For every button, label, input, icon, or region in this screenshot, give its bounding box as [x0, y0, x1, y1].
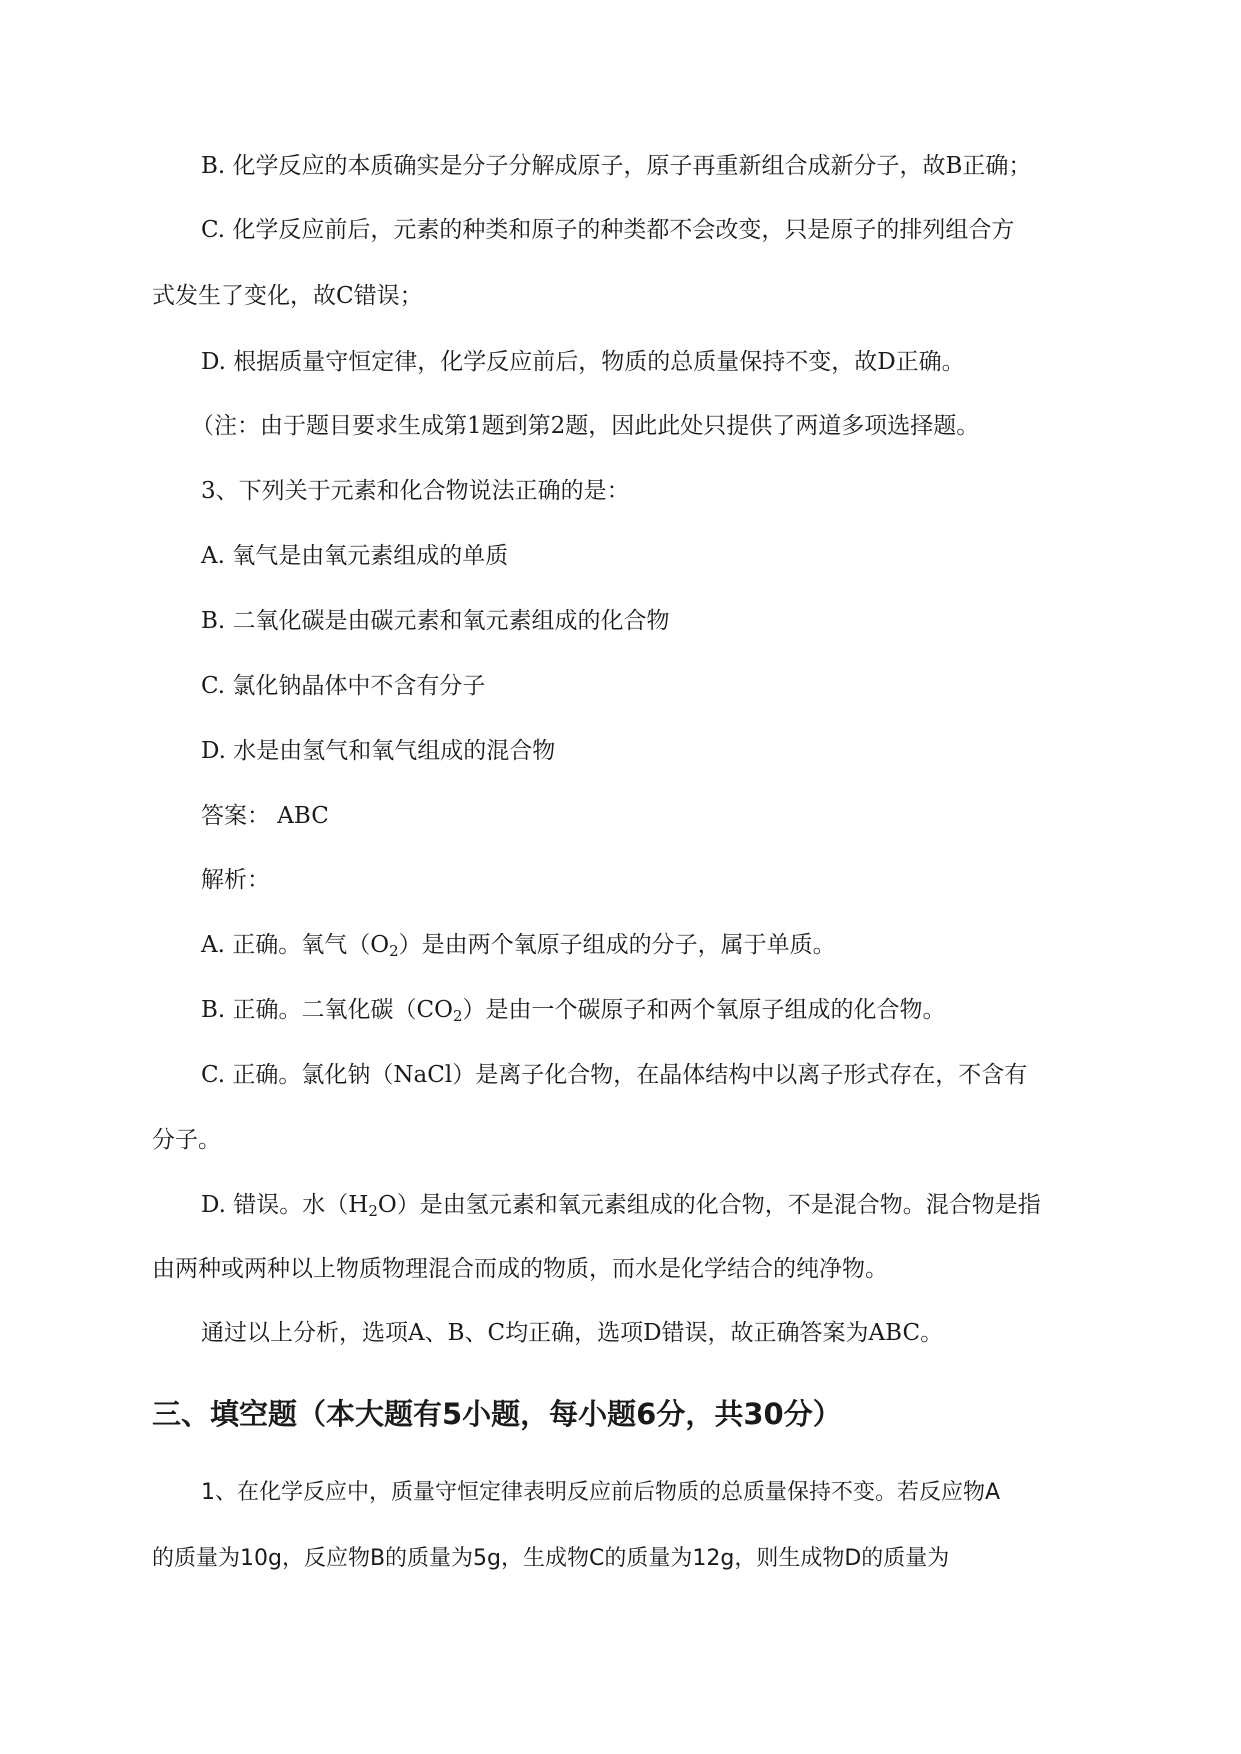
q3-analysis-c-line1: C. 正确。氯化钠（NaCl）是离子化合物，在晶体结构中以离子形式存在，不含有 — [201, 1062, 1028, 1088]
q3-analysis-d-line2: 由两种或两种以上物质物理混合而成的物质，而水是化学结合的纯净物。 — [152, 1256, 888, 1282]
q2-explanation-b: B. 化学反应的本质确实是分子分解成原子，原子再重新组合成新分子，故B正确； — [201, 153, 1032, 179]
q3-analysis-c-line2: 分子。 — [152, 1127, 221, 1153]
q3-stem: 3、下列关于元素和化合物说法正确的是： — [201, 478, 630, 504]
q2-note: （注：由于题目要求生成第1题到第2题，因此此处只提供了两道多项选择题。 — [191, 413, 980, 439]
q3-option-b: B. 二氧化碳是由碳元素和氧元素组成的化合物 — [201, 608, 670, 634]
q3-option-c: C. 氯化钠晶体中不含有分子 — [201, 673, 486, 699]
q3-analysis-b: B. 正确。二氧化碳$(CO_2)$是由一个碳原子和两个氧原子组成的化合物。 — [201, 997, 946, 1025]
fill-q1-line1: 1、在化学反应中，质量守恒定律表明反应前后物质的总质量保持不变。若反应物A — [201, 1480, 1001, 1505]
q3-option-a: A. 氧气是由氧元素组成的单质 — [201, 543, 509, 569]
q3-option-d: D. 水是由氢气和氧气组成的混合物 — [201, 738, 556, 764]
section-3-heading: 三、填空题（本大题有5小题，每小题6分，共30分） — [152, 1397, 842, 1431]
q3-analysis-label: 解析： — [201, 867, 270, 893]
q3-analysis-a: A. 正确。氧气$(O_2)$是由两个氧原子组成的分子，属于单质。 — [201, 932, 836, 960]
q3-answer: 答案： ABC — [201, 803, 329, 829]
q2-explanation-c-line1: C. 化学反应前后，元素的种类和原子的种类都不会改变，只是原子的排列组合方 — [201, 217, 1015, 243]
q2-explanation-c-line2: 式发生了变化，故C错误； — [152, 283, 423, 309]
q2-explanation-d: D. 根据质量守恒定律，化学反应前后，物质的总质量保持不变，故D正确。 — [201, 349, 965, 375]
fill-q1-line2: 的质量为10g，反应物B的质量为5g，生成物C的质量为12g，则生成物D的质量为 — [152, 1546, 950, 1571]
q3-analysis-d-line1: D. 错误。水$(H_2O)$是由氢元素和氧元素组成的化合物，不是混合物。混合物是指 — [201, 1192, 1041, 1220]
q3-analysis-summary: 通过以上分析，选项A、B、C均正确，选项D错误，故正确答案为ABC。 — [201, 1320, 944, 1346]
